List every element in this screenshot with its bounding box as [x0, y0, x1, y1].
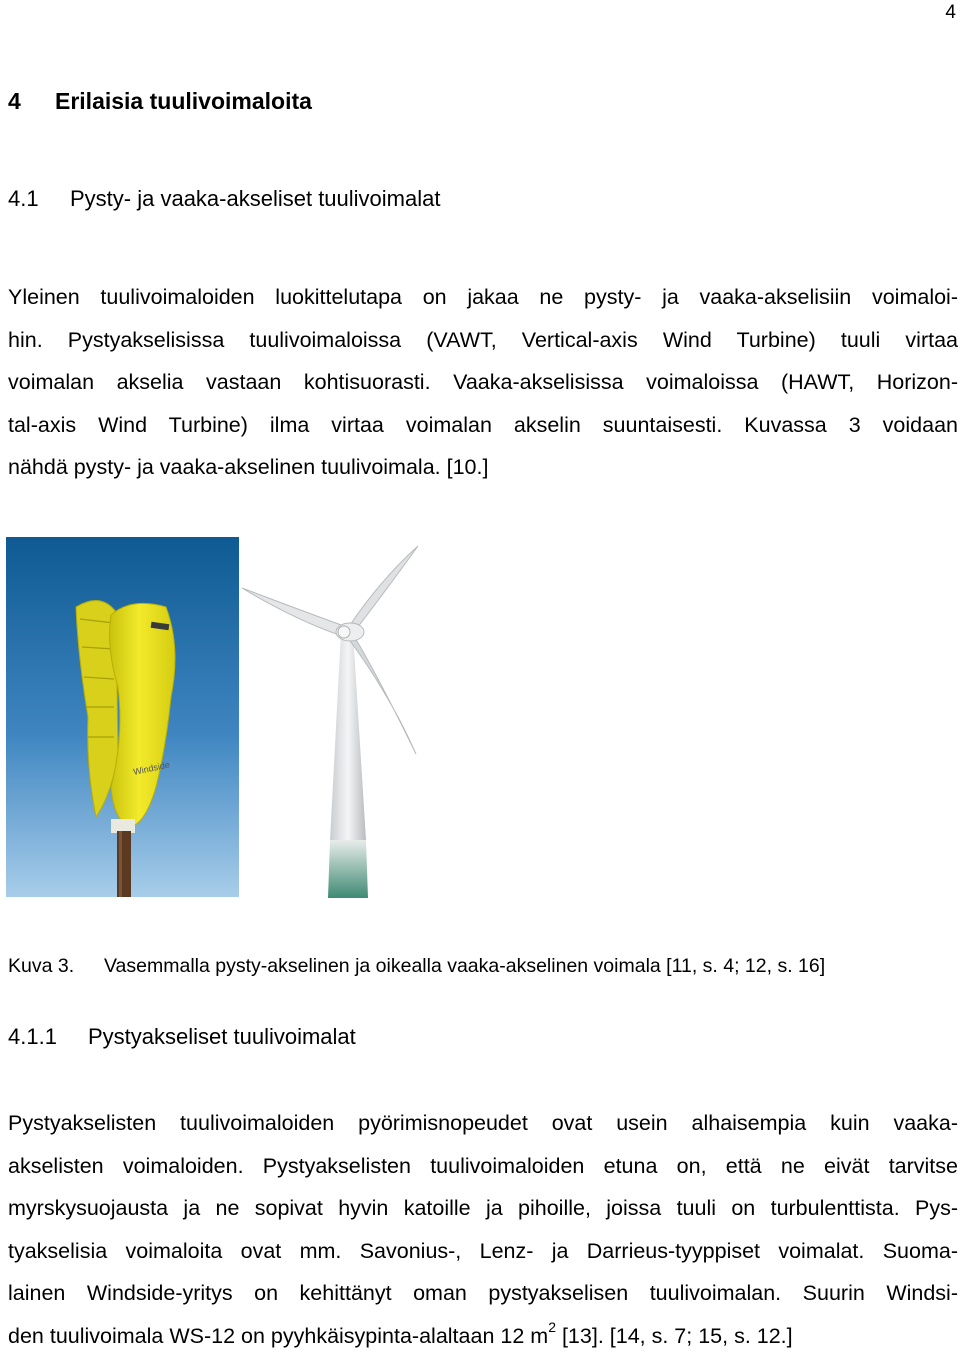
vertical-axis-turbine-photo — [6, 537, 239, 897]
paragraph-line: akselisten voimaloiden. Pystyakselisten tuulivoimaloiden etuna on, että ne eivät tarvitse — [8, 1145, 958, 1188]
paragraph-line: lainen Windside-yritys on kehittänyt oman pystyakselisen tuulivoimalan. Suurin Windsi- — [8, 1272, 958, 1315]
subsubsection-number: 4.1.1 — [8, 1024, 88, 1050]
subsection-number: 4.1 — [8, 186, 70, 212]
intro-paragraph — [8, 276, 958, 489]
subsubsection-title: Pystyakseliset tuulivoimalat — [88, 1024, 356, 1049]
horizontal-axis-turbine-photo — [240, 540, 425, 898]
line-text: [13]. [14, s. 7; 15, s. 12.] — [556, 1324, 793, 1348]
paragraph-line: myrskysuojausta ja ne sopivat hyvin katoille ja pihoille, joissa tuuli on turbulenttista. Pys- — [8, 1187, 958, 1230]
paragraph-line: Pystyakselisten tuulivoimaloiden pyörimisnopeudet ovat usein alhaisempia kuin vaaka- — [8, 1102, 958, 1145]
section-title: Erilaisia tuulivoimaloita — [55, 88, 312, 114]
line-text: den tuulivoimala WS-12 on pyyhkäisypinta-alaltaan 12 m — [8, 1324, 548, 1348]
page-number: 4 — [945, 2, 956, 24]
subsection-title: Pysty- ja vaaka-akseliset tuulivoimalat — [70, 186, 440, 211]
section-heading — [8, 88, 312, 115]
subsection-heading — [8, 186, 440, 212]
windside-logo: Windside — [132, 759, 170, 776]
superscript: 2 — [548, 1319, 556, 1335]
figure-caption-text: Vasemmalla pysty-akselinen ja oikealla vaaka-akselinen voimala [11, s. 4; 12, s. 16] — [104, 955, 825, 977]
body-paragraph — [8, 1102, 958, 1357]
section-number: 4 — [8, 88, 55, 115]
paragraph-line: hin. Pystyakselisissa tuulivoimaloissa (VAWT, Vertical-axis Wind Turbine) tuuli virtaa — [8, 319, 958, 362]
paragraph-line: nähdä pysty- ja vaaka-akselinen tuulivoimala. [10.] — [8, 446, 958, 489]
paragraph-line: voimalan akselia vastaan kohtisuorasti. Vaaka-akselisissa voimaloissa (HAWT, Horizon- — [8, 361, 958, 404]
paragraph-line: tal-axis Wind Turbine) ilma virtaa voimalan akselin suuntaisesti. Kuvassa 3 voidaan — [8, 404, 958, 447]
paragraph-line: Yleinen tuulivoimaloiden luokittelutapa on jakaa ne pysty- ja vaaka-akselisiin voimaloi- — [8, 276, 958, 319]
figure-label: Kuva 3. — [8, 955, 104, 978]
figure-caption — [8, 955, 825, 978]
paragraph-line: tyakselisia voimaloita ovat mm. Savonius-, Lenz- ja Darrieus-tyyppiset voimalat. Suoma- — [8, 1230, 958, 1273]
subsubsection-heading — [8, 1024, 356, 1050]
